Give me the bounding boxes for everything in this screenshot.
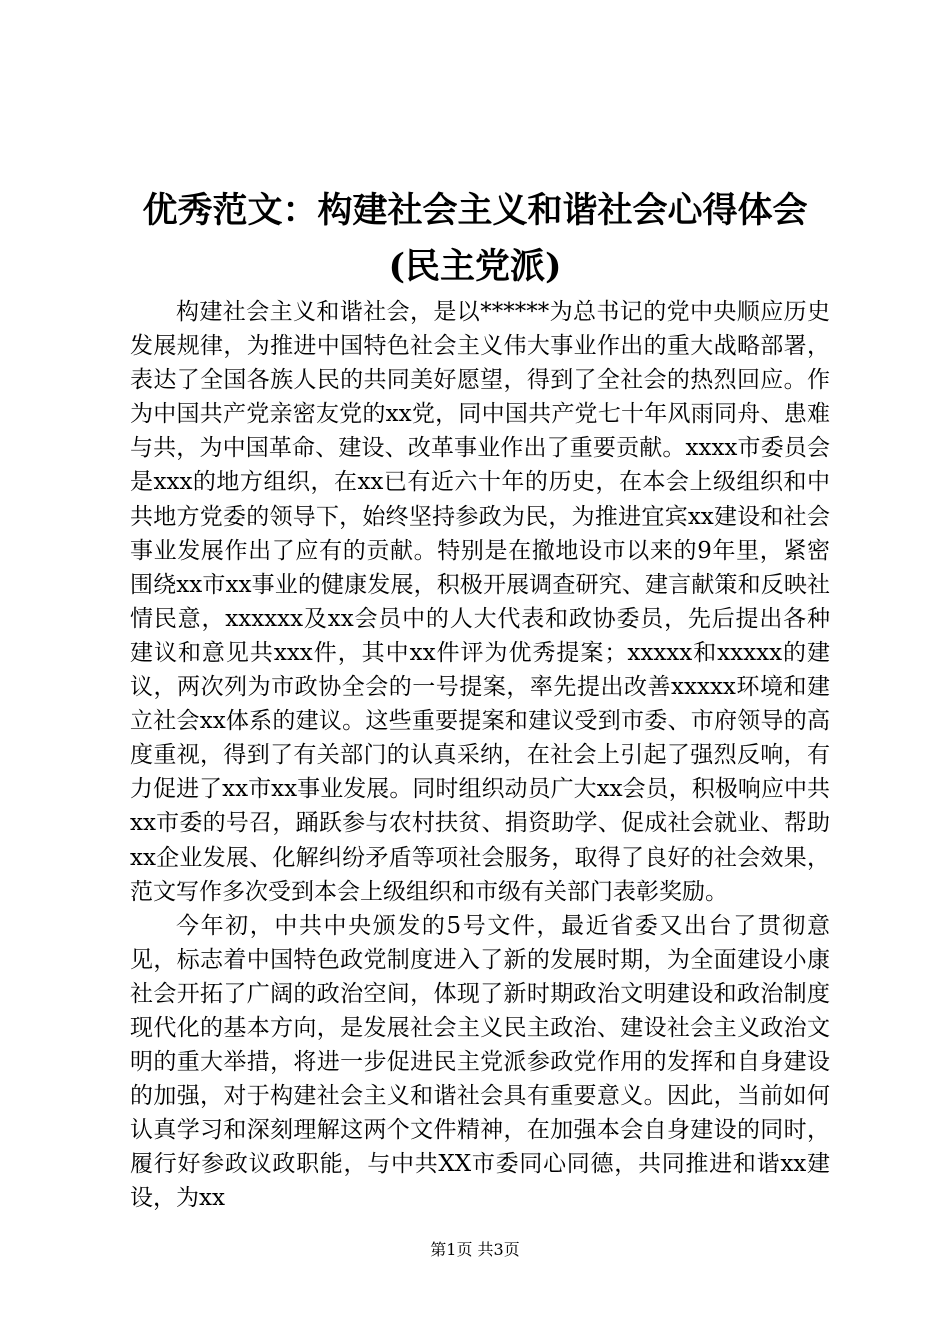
document-title: 优秀范文：构建社会主义和谐社会心得体会: [142, 190, 808, 231]
paragraph-1: 构建社会主义和谐社会，是以******为总书记的党中央顺应历史发展规律，为推进中国特色社会主义伟大事业作出的重大战略部署，表达了全国各族人民的共同美好愿望，得到了全社会的热烈回应。作为中国共产党亲密友党的xx党，同中国共产党七十年风雨同舟、患难与共，为中国革命、建设、改革事业作出了重要贡献。xxxx市委员会是xxx的地方组织，在xx已有近六十年的历史，在本会上级组织和中共地方党委的领导下，始终坚持参政为民，为推进宜宾xx建设和社会事业发展作出了应有的贡献。特别是在撤地设市以来的9年里，紧密围绕xx市xx事业的健康发展，积极开展调查研究、建言献策和反映社情民意，xxxxxx及xx会员中的人大代表和政协委员，先后提出各种建议和意见共xxx件，其中xx件评为优秀提案；xxxxx和xxxxx的建议，两次列为市政协全会的一号提案，率先提出改善xxxxx环境和建立社会xx体系的建议。这些重要提案和建议受到市委、市府领导的高度重视，得到了有关部门的认真采纳，在社会上引起了强烈反响，有力促进了xx市xx事业发展。同时组织动员广大xx会员，积极响应中共xx市委的号召，踊跃参与农村扶贫、捐资助学、促成社会就业、帮助xx企业发展、化解纠纷矛盾等项社会服务，取得了良好的社会效果，范文写作多次受到本会上级组织和市级有关部门表彰奖励。: [130, 299, 830, 905]
document-subtitle: (民主党派): [388, 246, 562, 287]
document-body: [130, 295, 830, 1216]
page-number: 第1页 共3页: [430, 1240, 520, 1259]
paragraph-2: 今年初，中共中央颁发的5号文件，最近省委又出台了贯彻意见，标志着中国特色政党制度进入了新的发展时期，为全面建设小康社会开拓了广阔的政治空间，体现了新时期政治文明建设和政治制度现代化的基本方向，是发展社会主义民主政治、建设社会主义政治文明的重大举措，将进一步促进民主党派参政党作用的发挥和自身建设的加强，对于构建社会主义和谐社会具有重要意义。因此，当前如何认真学习和深刻理解这两个文件精神，在加强本会自身建设的同时，履行好参政议政职能，与中共XX市委同心同德，共同推进和谐xx建设，为xx: [130, 912, 830, 1212]
